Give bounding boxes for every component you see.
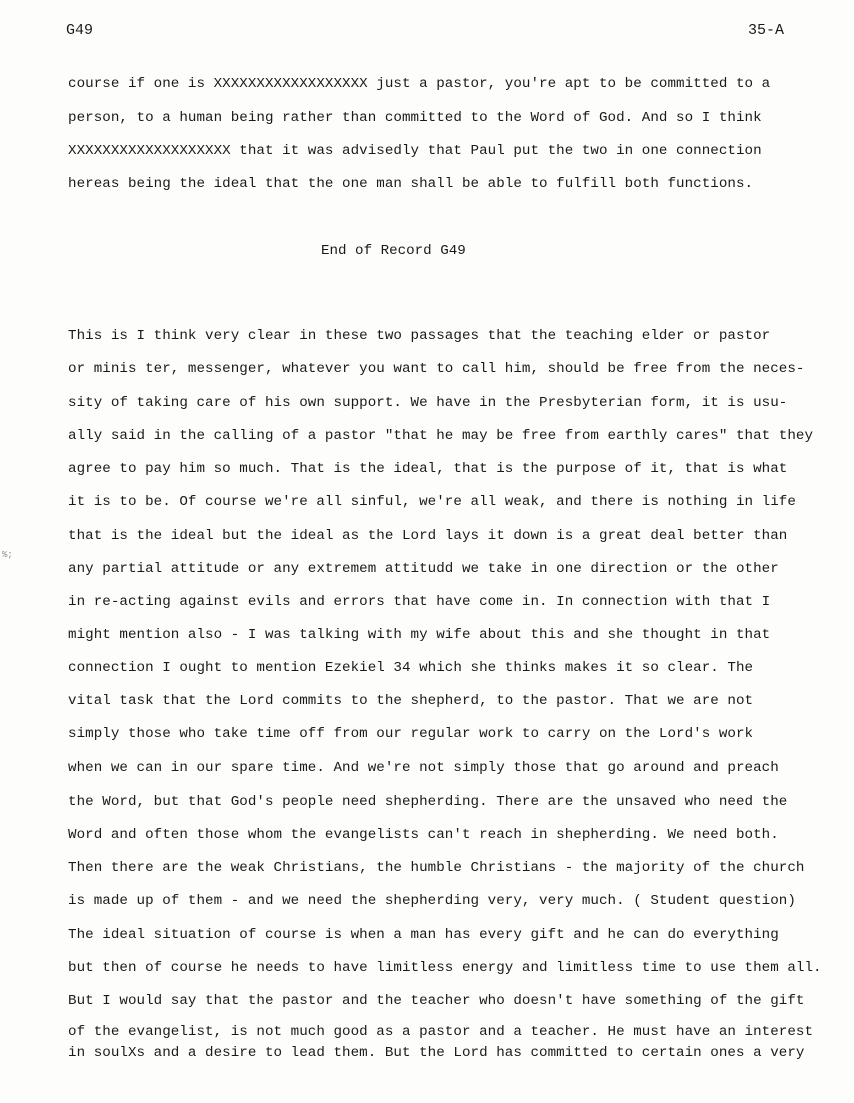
text-line: person, to a human being rather than committed to the Word of God. And so I think xyxy=(68,110,762,126)
text-line: agree to pay him so much. That is the ideal, that is the purpose of it, that is what xyxy=(68,461,788,477)
text-line: in soulXs and a desire to lead them. But the Lord has committed to certain ones a very xyxy=(68,1045,805,1061)
text-line: is made up of them - and we need the shepherding very, very much. ( Student question) xyxy=(68,893,796,909)
text-line: sity of taking care of his own support. We have in the Presbyterian form, it is usu- xyxy=(68,395,788,411)
text-line: The ideal situation of course is when a man has every gift and he can do everything xyxy=(68,927,779,943)
text-line: the Word, but that God's people need shepherding. There are the unsaved who need the xyxy=(68,794,788,810)
record-number: G49 xyxy=(66,22,94,39)
text-line: or minis ter, messenger, whatever you want to call him, should be free from the neces- xyxy=(68,361,805,377)
end-of-record-heading: End of Record G49 xyxy=(321,243,466,259)
text-line: Then there are the weak Christians, the humble Christians - the majority of the church xyxy=(68,860,805,876)
text-line: This is I think very clear in these two passages that the teaching elder or pastor xyxy=(68,328,771,344)
text-line: might mention also - I was talking with my wife about this and she thought in that xyxy=(68,627,771,643)
text-line: simply those who take time off from our regular work to carry on the Lord's work xyxy=(68,726,754,742)
text-line: that is the ideal but the ideal as the Lord lays it down is a great deal better than xyxy=(68,528,788,544)
text-line: of the evangelist, is not much good as a pastor and a teacher. He must have an interest xyxy=(68,1024,814,1040)
text-line: it is to be. Of course we're all sinful, we're all weak, and there is nothing in life xyxy=(68,494,796,510)
text-line: in re-acting against evils and errors that have come in. In connection with that I xyxy=(68,594,771,610)
text-line: but then of course he needs to have limitless energy and limitless time to use them all. xyxy=(68,960,822,976)
text-line: hereas being the ideal that the one man shall be able to fulfill both functions. xyxy=(68,176,754,192)
text-line: when we can in our spare time. And we're not simply those that go around and preach xyxy=(68,760,779,776)
margin-mark: %; xyxy=(2,550,13,560)
text-line: vital task that the Lord commits to the shepherd, to the pastor. That we are not xyxy=(68,693,754,709)
text-line: course if one is XXXXXXXXXXXXXXXXXX just a pastor, you're apt to be committed to a xyxy=(68,76,771,92)
text-line: ally said in the calling of a pastor "that he may be free from earthly cares" that they xyxy=(68,428,814,444)
text-line: any partial attitude or any extremem attitudd we take in one direction or the other xyxy=(68,561,779,577)
page-number: 35-A xyxy=(748,22,785,39)
text-line: connection I ought to mention Ezekiel 34 which she thinks makes it so clear. The xyxy=(68,660,754,676)
text-line: XXXXXXXXXXXXXXXXXXX that it was advisedly that Paul put the two in one connection xyxy=(68,143,762,159)
text-line: Word and often those whom the evangelists can't reach in shepherding. We need both. xyxy=(68,827,779,843)
text-line: But I would say that the pastor and the teacher who doesn't have something of the gift xyxy=(68,993,805,1009)
